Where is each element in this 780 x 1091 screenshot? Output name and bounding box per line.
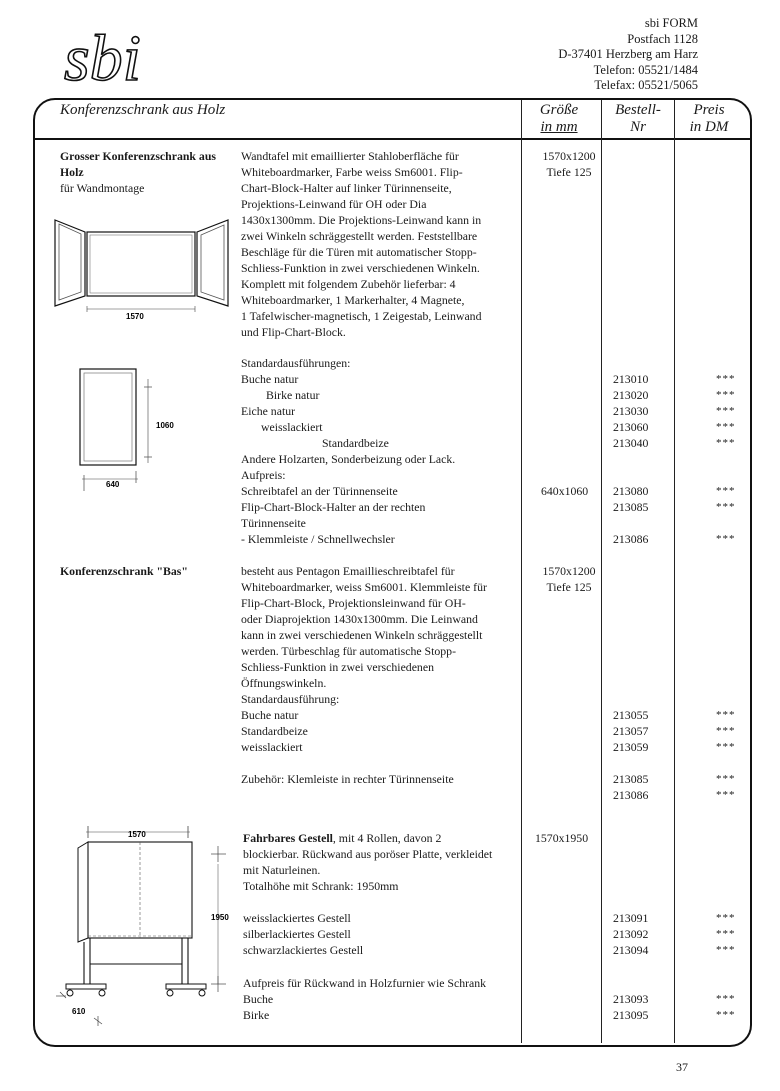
order-number: 213092 (613, 927, 649, 941)
order-header-line2: Nr (630, 119, 646, 135)
product-name-line: Grosser Konferenzschrank aus (60, 149, 216, 163)
product-size (541, 148, 597, 180)
price-value: *** (716, 993, 736, 1005)
order-number: 213086 (613, 532, 649, 546)
company-address (558, 16, 698, 94)
order-number: 213060 (613, 420, 649, 434)
sbi-logo (62, 22, 182, 95)
dim-width: 640 (106, 480, 120, 489)
size-column-header (524, 102, 594, 136)
description-line: Wandtafel mit emaillierter Stahloberfläche für (241, 149, 459, 163)
dim-height: 1060 (156, 421, 174, 430)
price-value: *** (716, 405, 736, 417)
order-number: 213020 (613, 388, 649, 402)
variant-label: Buche natur (241, 372, 299, 386)
aufpreis-label: Türinnenseite (241, 516, 306, 530)
order-number: 213059 (613, 740, 649, 754)
description-line: Whiteboardmarker, Farbe weiss Sm6001. Flip- (241, 165, 463, 179)
price-value: *** (716, 709, 736, 721)
product-name: Konferenzschrank "Bas" (60, 564, 188, 578)
dim-width: 1570 (128, 830, 146, 839)
page-number: 37 (676, 1060, 688, 1074)
order-number: 213094 (613, 943, 649, 957)
size-value: 1570x1200 (542, 149, 596, 163)
order-number: 213085 (613, 772, 649, 786)
variant-label: Birke natur (266, 388, 320, 402)
variant-label: schwarzlackiertes Gestell (243, 943, 364, 957)
variants-title: Standardausführung: (241, 692, 340, 706)
address-line: Telefax: 05521/5065 (594, 78, 698, 92)
variant-label: weisslackiert (241, 740, 303, 754)
description-line: Whiteboardmarker, 1 Markerhalter, 4 Magnete, (241, 293, 465, 307)
size-header-line1: Größe (539, 102, 579, 118)
open-cabinet-illustration (52, 208, 232, 320)
aufpreis-title: Aufpreis: (241, 468, 286, 482)
order-number: 213057 (613, 724, 649, 738)
column-divider (521, 100, 522, 1043)
order-number: 213093 (613, 992, 649, 1006)
whiteboard-illustration (72, 365, 182, 500)
variant-label: Buche natur (241, 708, 299, 722)
size-value: 1570x1950 (535, 831, 589, 845)
description-line: besteht aus Pentagon Emaillieschreibtafel für (241, 564, 455, 578)
price-value: *** (716, 373, 736, 385)
price-value: *** (716, 485, 736, 497)
product-name-line: Holz (60, 165, 84, 179)
variant-label: Buche (243, 992, 274, 1006)
address-line: Postfach 1128 (627, 31, 698, 46)
price-value: *** (716, 421, 736, 433)
description-line: 1 Tafelwischer-magnetisch, 1 Zeigestab, Leinwand (241, 309, 482, 323)
description-line: oder Diaprojektion 1430x1300mm. Die Leinwand (241, 612, 478, 626)
dim-width: 1570 (126, 312, 144, 321)
product-description (241, 148, 481, 340)
aufpreis-label: - Klemmleiste / Schnellwechsler (241, 532, 395, 546)
table-title: Konferenzschrank aus Holz (60, 102, 226, 118)
description-line: und Flip-Chart-Block. (241, 325, 346, 339)
price-value: *** (716, 437, 736, 449)
size-value: Tiefe 125 (546, 580, 592, 594)
variant-label: weisslackiert (261, 420, 323, 434)
column-divider (674, 100, 675, 1043)
variants-title: Standardausführungen: (241, 356, 351, 370)
description-line: Totalhöhe mit Schrank: 1950mm (243, 879, 399, 893)
accessory-label: Zubehör: Klemleiste in rechter Türinnenseite (241, 772, 454, 786)
order-number: 213010 (613, 372, 649, 386)
variant-label: silberlackiertes Gestell (243, 927, 351, 941)
product-title (243, 830, 441, 846)
price-value: *** (716, 533, 736, 545)
description-line: blockierbar. Rückwand aus poröser Platte, verkleidet (243, 847, 493, 861)
description-line: Beschläge für die Türen mit automatischer Stopp- (241, 245, 477, 259)
price-value: *** (716, 944, 736, 956)
price-value: *** (716, 789, 736, 801)
address-line: sbi FORM (644, 16, 698, 30)
description-line: Whiteboardmarker, weiss Sm6001. Klemmleiste für (241, 580, 487, 594)
logo-text: sbi (64, 22, 142, 95)
order-number: 213055 (613, 708, 649, 722)
price-column-header (674, 102, 744, 136)
description-line: 1430x1300mm. Die Projektions-Leinwand kann in (241, 213, 482, 227)
order-number: 213080 (613, 484, 649, 498)
product-name (60, 148, 216, 196)
order-column-header (603, 102, 673, 136)
price-value: *** (716, 389, 736, 401)
price-value: *** (716, 501, 736, 513)
description-line: Öffnungswinkeln. (241, 676, 327, 690)
address-line: Telefon: 05521/1484 (593, 62, 698, 77)
column-divider (601, 100, 602, 1043)
dim-depth: 610 (72, 1007, 86, 1016)
order-number: 213086 (613, 788, 649, 802)
description-line: Chart-Block-Halter auf linker Türinnenseite, (241, 181, 452, 195)
description-line: Komplett mit folgendem Zubehör lieferbar: 4 (241, 277, 456, 291)
aufpreis-label: Flip-Chart-Block-Halter an der rechten (241, 500, 426, 514)
variant-label: Standardbeize (241, 724, 308, 738)
address-line: D-37401 Herzberg am Harz (558, 47, 698, 61)
order-number: 213091 (613, 911, 649, 925)
price-value: *** (716, 1009, 736, 1021)
description-line: zwei Winkeln schräggestellt werden. Feststellbare (241, 229, 478, 243)
description-line: Projektions-Leinwand für OH oder Dia (241, 197, 427, 211)
size-header-line2: in mm (540, 119, 578, 135)
price-value: *** (716, 912, 736, 924)
price-value: *** (716, 725, 736, 737)
variant-label: Standardbeize (322, 436, 389, 450)
description-line: mit Naturleinen. (243, 863, 321, 877)
order-number: 213040 (613, 436, 649, 450)
variant-label: Birke (243, 1008, 270, 1022)
description-line: Schliess-Funktion in zwei verschiedenen (241, 660, 434, 674)
description-line: Schliess-Funktion in zwei verschiedenen Winkeln. (241, 261, 480, 275)
description-line: werden. Türbeschlag für automatische Stopp- (241, 644, 457, 658)
header-divider (33, 138, 752, 140)
size-value: 640x1060 (541, 484, 589, 498)
dim-height: 1950 (211, 913, 229, 922)
order-number: 213095 (613, 1008, 649, 1022)
mobile-stand-illustration (56, 824, 236, 1029)
order-number: 213085 (613, 500, 649, 514)
product-name-line: für Wandmontage (60, 181, 145, 195)
product-description (243, 846, 492, 894)
price-header-line2: in DM (689, 119, 729, 135)
description-line: kann in zwei verschiedenen Winkeln schräggestellt (241, 628, 483, 642)
variant-label: weisslackiertes Gestell (243, 911, 351, 925)
order-header-line1: Bestell- (615, 102, 661, 118)
aufpreis-label: Aufpreis für Rückwand in Holzfurnier wie Schrank (243, 976, 487, 990)
price-value: *** (716, 741, 736, 753)
product-description (241, 563, 487, 755)
size-value: 1570x1200 (542, 564, 596, 578)
other-note: Andere Holzarten, Sonderbeizung oder Lack. (241, 452, 456, 466)
product-title-bold: Fahrbares Gestell (243, 831, 333, 845)
price-value: *** (716, 928, 736, 940)
product-title-rest: , mit 4 Rollen, davon 2 (332, 831, 442, 845)
price-value: *** (716, 773, 736, 785)
size-value: Tiefe 125 (546, 165, 592, 179)
product-size (541, 563, 597, 595)
order-number: 213030 (613, 404, 649, 418)
variant-label: Eiche natur (241, 404, 296, 418)
aufpreis-label: Schreibtafel an der Türinnenseite (241, 484, 398, 498)
description-line: Flip-Chart-Block, Projektionsleinwand für OH- (241, 596, 466, 610)
price-header-line1: Preis (693, 102, 725, 118)
